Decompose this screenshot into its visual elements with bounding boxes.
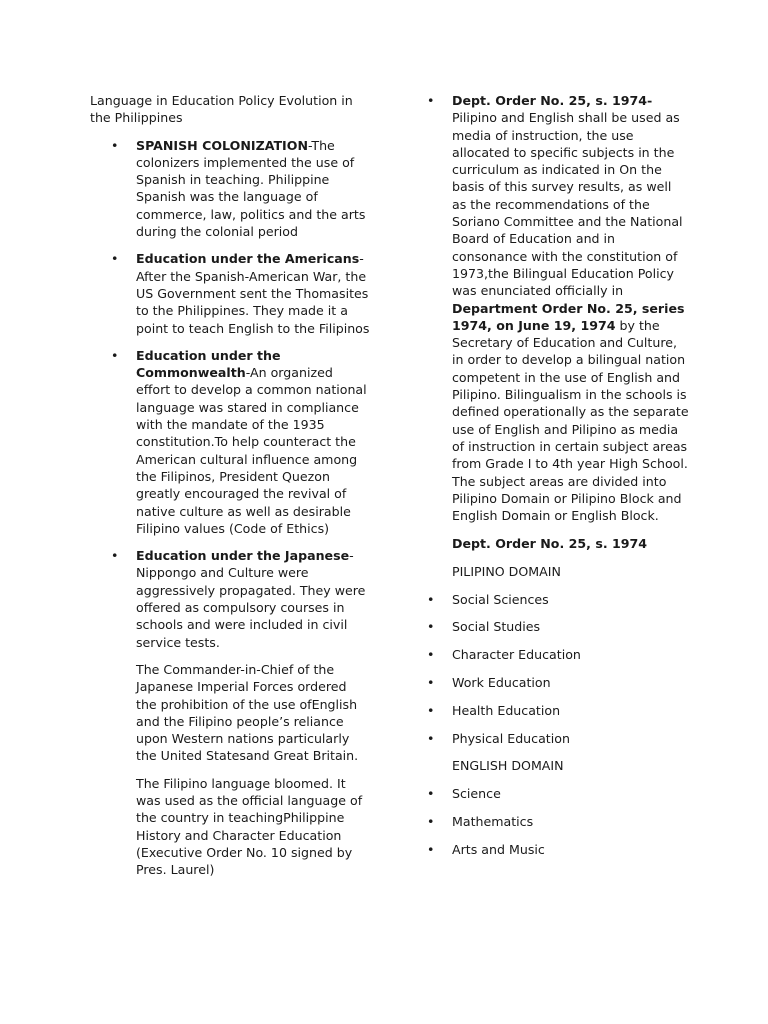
department-order-bold: Department Order No. 25, series 1974, on June 19, 1974 (452, 300, 685, 333)
department-order-text-continued: by the Secretary of Education and Culture, in order to develop a bilingual nation competent in the use of English and Pilipino. Bilingualism in the schools is defined operationally as the separate use of English and Pilipino as media of instruction in certain subject areas from Grade I to 4th year High School. The subject areas are divided into Pilipino Domain or Pilipino Block and English Domain or English Block. (452, 317, 689, 524)
department-order-list (427, 92, 689, 524)
list-item (427, 702, 689, 719)
bullet-icon: • (427, 647, 435, 663)
subject-label: Health Education (452, 702, 561, 718)
department-order-title-text: Dept. Order No. 25, s. 1974 (452, 535, 648, 551)
pilipino-domain-label: PILIPINO DOMAIN (452, 563, 561, 579)
list-item (427, 785, 689, 802)
history-item-heading: Education under the Japanese (136, 548, 350, 564)
subject-label: Science (452, 786, 501, 802)
subject-label: Mathematics (452, 813, 534, 829)
history-list (90, 137, 370, 651)
list-item (427, 591, 689, 608)
list-item (427, 841, 689, 858)
bullet-icon: • (111, 548, 119, 564)
list-item (427, 674, 689, 691)
history-item-text: -The colonizers implemented the use of Spanish in teaching. Philippine Spanish was the language of commerce, law, politics and the arts during the colonial period (136, 137, 366, 240)
subject-label: Social Studies (452, 619, 541, 635)
history-item-heading: SPANISH COLONIZATION (136, 137, 308, 153)
right-column (427, 92, 689, 868)
bullet-icon: • (427, 730, 435, 746)
document-title: Language in Education Policy Evolution in the Philippines (90, 93, 353, 126)
history-item-heading: Education under the Americans (136, 251, 360, 267)
bullet-icon: • (427, 591, 435, 607)
filipino-bloomed-paragraph: The Filipino language bloomed. It was used as the official language of the country in teachingPhilippine History and Character Education (Executive Order No. 10 signed by Pres. Laurel) (136, 775, 363, 878)
history-item-text: -After the Spanish-American War, the US Government sent the Thomasites to the Philippines. They made it a point to teach English to the Filipinos (136, 251, 370, 336)
list-item (427, 618, 689, 635)
english-domain-list (427, 785, 689, 858)
bullet-icon: • (427, 786, 435, 802)
bullet-icon: • (427, 93, 435, 108)
department-order-text: Pilipino and English shall be used as media of instruction, the use allocated to specific subjects in the curriculum as indicated in On the basis of this survey results, as well as the recommendations of the Soriano Committee and the National Board of Education and in consonance with the constitution of 1973,the Bilingual Education Policy was enunciated officially in (452, 110, 683, 299)
department-order-item (427, 92, 689, 524)
subject-label: Physical Education (452, 730, 570, 746)
bullet-icon: • (427, 619, 435, 635)
history-item-text: -Nippongo and Culture were aggressively propagated. They were offered as compulsory courses in schools and were included in civil service tests. (136, 548, 366, 650)
english-domain-label: ENGLISH DOMAIN (452, 758, 564, 774)
bullet-icon: • (111, 347, 119, 363)
bullet-icon: • (111, 251, 119, 267)
history-item-text: -An organized effort to develop a common national language was stared in compliance with the mandate of the 1935 constitution.To help counteract the American cultural influence among the Filipinos, President Quezon greatly encouraged the revival of native culture as well as desirable Filipino values (Code of Ethics) (136, 365, 367, 536)
history-item (90, 137, 370, 241)
list-item (427, 813, 689, 830)
department-order-title (427, 535, 689, 552)
history-item (90, 347, 370, 537)
list-item (427, 730, 689, 747)
subject-label: Social Sciences (452, 591, 549, 607)
subject-label: Work Education (452, 674, 551, 690)
history-item (90, 547, 370, 651)
left-column (90, 92, 370, 888)
bullet-icon: • (427, 674, 435, 690)
bullet-icon: • (111, 137, 119, 153)
bullet-icon: • (427, 841, 435, 857)
history-item (90, 250, 370, 336)
subject-label: Character Education (452, 647, 581, 663)
department-order-heading: Dept. Order No. 25, s. 1974- (452, 93, 653, 108)
subject-label: Arts and Music (452, 841, 545, 857)
bullet-icon: • (427, 813, 435, 829)
list-item (427, 646, 689, 663)
pilipino-domain-list (427, 591, 689, 747)
history-item-heading: Education under the Commonwealth (136, 347, 281, 381)
bullet-icon: • (427, 702, 435, 718)
japanese-prohibition-paragraph: The Commander-in-Chief of the Japanese Imperial Forces ordered the prohibition of the use ofEnglish and the Filipino people’s reliance upon Western nations particularly the United Statesand Great Britain. (136, 661, 359, 764)
